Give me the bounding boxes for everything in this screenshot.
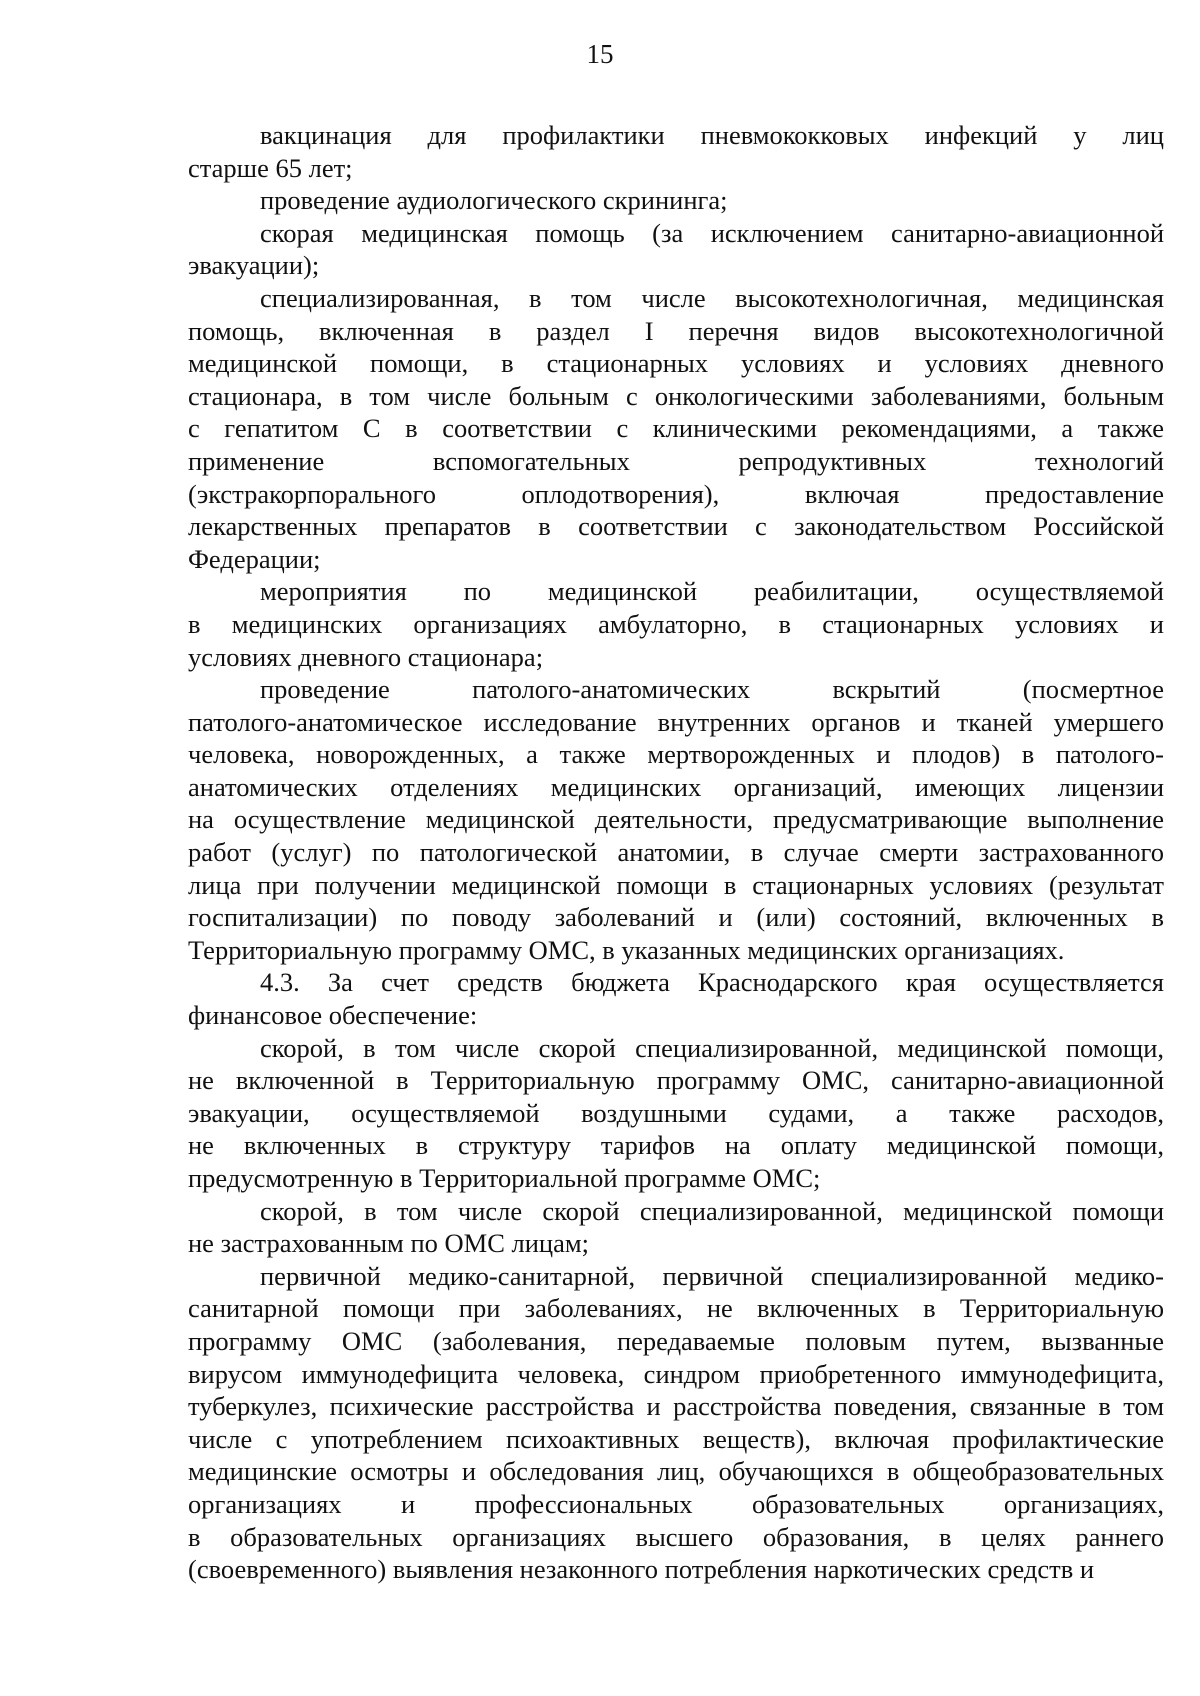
text-line: эвакуации, осуществляемой воздушными судами, а также расходов, [188,1097,1164,1128]
text-line: с гепатитом С в соответствии с клиническими рекомендациями, а также [188,413,1164,444]
text-line: скорой, в том числе скорой специализированной, медицинской помощи [260,1195,1164,1226]
text-line: на осуществление медицинской деятельности, предусматривающие выполнение [188,804,1164,835]
text-line: (своевременного) выявления незаконного потребления наркотических средств и [188,1554,1095,1585]
paragraph [188,1195,1164,1260]
page-number: 15 [586,39,614,69]
text-line: лица при получении медицинской помощи в стационарных условиях (результат [188,869,1164,900]
text-line: вирусом иммунодефицита человека, синдром приобретенного иммунодефицита, [188,1358,1164,1389]
text-line: стационара, в том числе больным с онкологическими заболеваниями, больным [188,380,1164,411]
text-line: санитарной помощи при заболеваниях, не включенных в Территориальную [188,1293,1164,1324]
document-body [188,119,1164,1586]
text-line: не включенных в структуру тарифов на оплату медицинской помощи, [188,1130,1164,1161]
text-line: проведение патолого-анатомических вскрытий (посмертное [260,674,1164,705]
paragraph [188,966,1164,1031]
text-line: Федерации; [188,543,321,574]
paragraph [188,1032,1164,1195]
text-line: применение вспомогательных репродуктивных технологий [188,445,1164,476]
text-line: человека, новорожденных, а также мертворожденных и плодов) в патолого- [188,739,1164,770]
text-line: программу ОМС (заболевания, передаваемые половым путем, вызванные [188,1325,1164,1356]
text-line: не включенной в Территориальную программу ОМС, санитарно-авиационной [188,1065,1164,1096]
text-line: не застрахованным по ОМС лицам; [188,1228,589,1259]
text-line: первичной медико-санитарной, первичной специализированной медико- [260,1260,1164,1291]
text-line: мероприятия по медицинской реабилитации, осуществляемой [260,576,1164,607]
text-line: специализированная, в том числе высокотехнологичная, медицинская [260,282,1164,313]
paragraph [188,119,1164,184]
text-line: предусмотренную в Территориальной программе ОМС; [188,1163,821,1193]
paragraph [188,217,1164,282]
text-line: 4.3. За счет средств бюджета Краснодарского края осуществляется [260,967,1164,998]
text-line: организациях и профессиональных образовательных организациях, [188,1488,1164,1519]
paragraph [188,282,1164,575]
text-line: (экстракорпорального оплодотворения), включая предоставление [188,478,1164,509]
text-line: медицинские осмотры и обследования лиц, обучающихся в общеобразовательных [188,1456,1164,1487]
paragraph [188,673,1164,966]
text-line: эвакуации); [188,250,320,281]
text-line: в образовательных организациях высшего образования, в целях раннего [188,1521,1164,1552]
text-line: патолого-анатомическое исследование внутренних органов и тканей умершего [188,706,1164,737]
text-line: старше 65 лет; [188,152,353,183]
text-line: скорая медицинская помощь (за исключением санитарно-авиационной [260,217,1164,248]
paragraph [188,575,1164,673]
text-line: медицинской помощи, в стационарных условиях и условиях дневного [188,348,1164,379]
text-line: финансовое обеспечение: [188,1000,478,1031]
text-line: скорой, в том числе скорой специализированной, медицинской помощи, [260,1032,1164,1063]
text-line: туберкулез, психические расстройства и расстройства поведения, связанные в том [188,1391,1164,1422]
text-line: анатомических отделениях медицинских организаций, имеющих лицензии [188,771,1164,802]
paragraph [188,1260,1164,1586]
text-line: помощь, включенная в раздел I перечня видов высокотехнологичной [188,315,1164,346]
text-line: вакцинация для профилактики пневмококковых инфекций у лиц [260,120,1164,150]
text-line: проведение аудиологического скрининга; [260,185,728,216]
text-line: условиях дневного стационара; [188,641,544,672]
text-line: госпитализации) по поводу заболеваний и (или) состояний, включенных в [188,902,1164,933]
text-line: числе с употреблением психоактивных веществ), включая профилактические [188,1423,1164,1454]
text-line: Территориальную программу ОМС, в указанных медицинских организациях. [188,934,1065,965]
text-line: лекарственных препаратов в соответствии с законодательством Российской [188,511,1164,542]
text-line: работ (услуг) по патологической анатомии, в случае смерти застрахованного [188,837,1164,868]
paragraph [188,184,1164,217]
text-line: в медицинских организациях амбулаторно, в стационарных условиях и [188,608,1164,639]
